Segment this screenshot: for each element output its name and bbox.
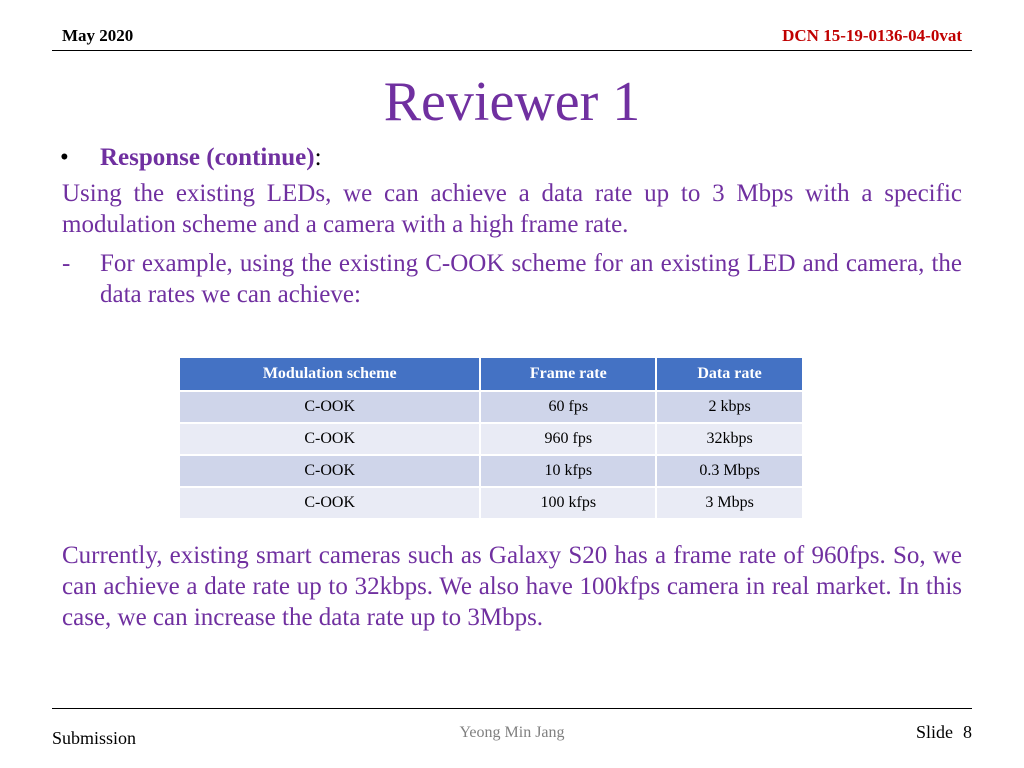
table-cell: C-OOK [180,455,480,487]
dash-symbol: - [62,250,71,277]
header-date: May 2020 [62,26,134,45]
table-row [180,391,802,423]
column-header-modulation: Modulation scheme [180,358,480,391]
bullet-symbol: • [60,144,69,171]
data-rate-table [180,358,802,518]
table-cell: C-OOK [180,423,480,455]
footer-slide [916,722,972,743]
table-cell: 2 kbps [656,391,802,423]
footer-rule [52,708,972,709]
table-cell: 60 fps [480,391,656,423]
table-cell: 10 kfps [480,455,656,487]
table-row [180,423,802,455]
table-cell: C-OOK [180,487,480,518]
header-dcn: DCN 15-19-0136-04-0vat [782,26,962,45]
table-cell: 960 fps [480,423,656,455]
column-header-frame-rate: Frame rate [480,358,656,391]
table-cell: 32kbps [656,423,802,455]
bullet-label: Response (continue) [100,144,315,171]
table-cell: 100 kfps [480,487,656,518]
footer-submission: Submission [52,728,137,748]
dash-item-example [62,248,962,310]
paragraph-leds: Using the existing LEDs, we can achieve a data rate up to 3 Mbps with a specific modulation scheme and a camera with a high frame rate. [62,180,962,238]
footer-author: Yeong Min Jang [459,724,565,741]
slide-label: Slide [915,722,953,742]
table-row [180,455,802,487]
header-rule [52,50,972,51]
table-row [180,487,802,518]
table-header-row [180,358,802,391]
column-header-data-rate: Data rate [656,358,802,391]
slide-number: 8 [963,722,972,742]
bullet-colon: : [314,144,322,171]
paragraph-smart-cameras: Currently, existing smart cameras such as Galaxy S20 has a frame rate of 960fps. So, we can achieve a date rate up to 32kbps. We also have 100kfps camera in real market. In this case, we can increase the data rate up to 3Mbps. [62,542,962,631]
table-cell: 3 Mbps [656,487,802,518]
table-cell: C-OOK [180,391,480,423]
dash-text: For example, using the existing C-OOK scheme for an existing LED and camera, the data rates we can achieve: [100,250,962,308]
slide-title: Reviewer 1 [383,71,641,133]
table-cell: 0.3 Mbps [656,455,802,487]
bullet-response [60,142,322,173]
